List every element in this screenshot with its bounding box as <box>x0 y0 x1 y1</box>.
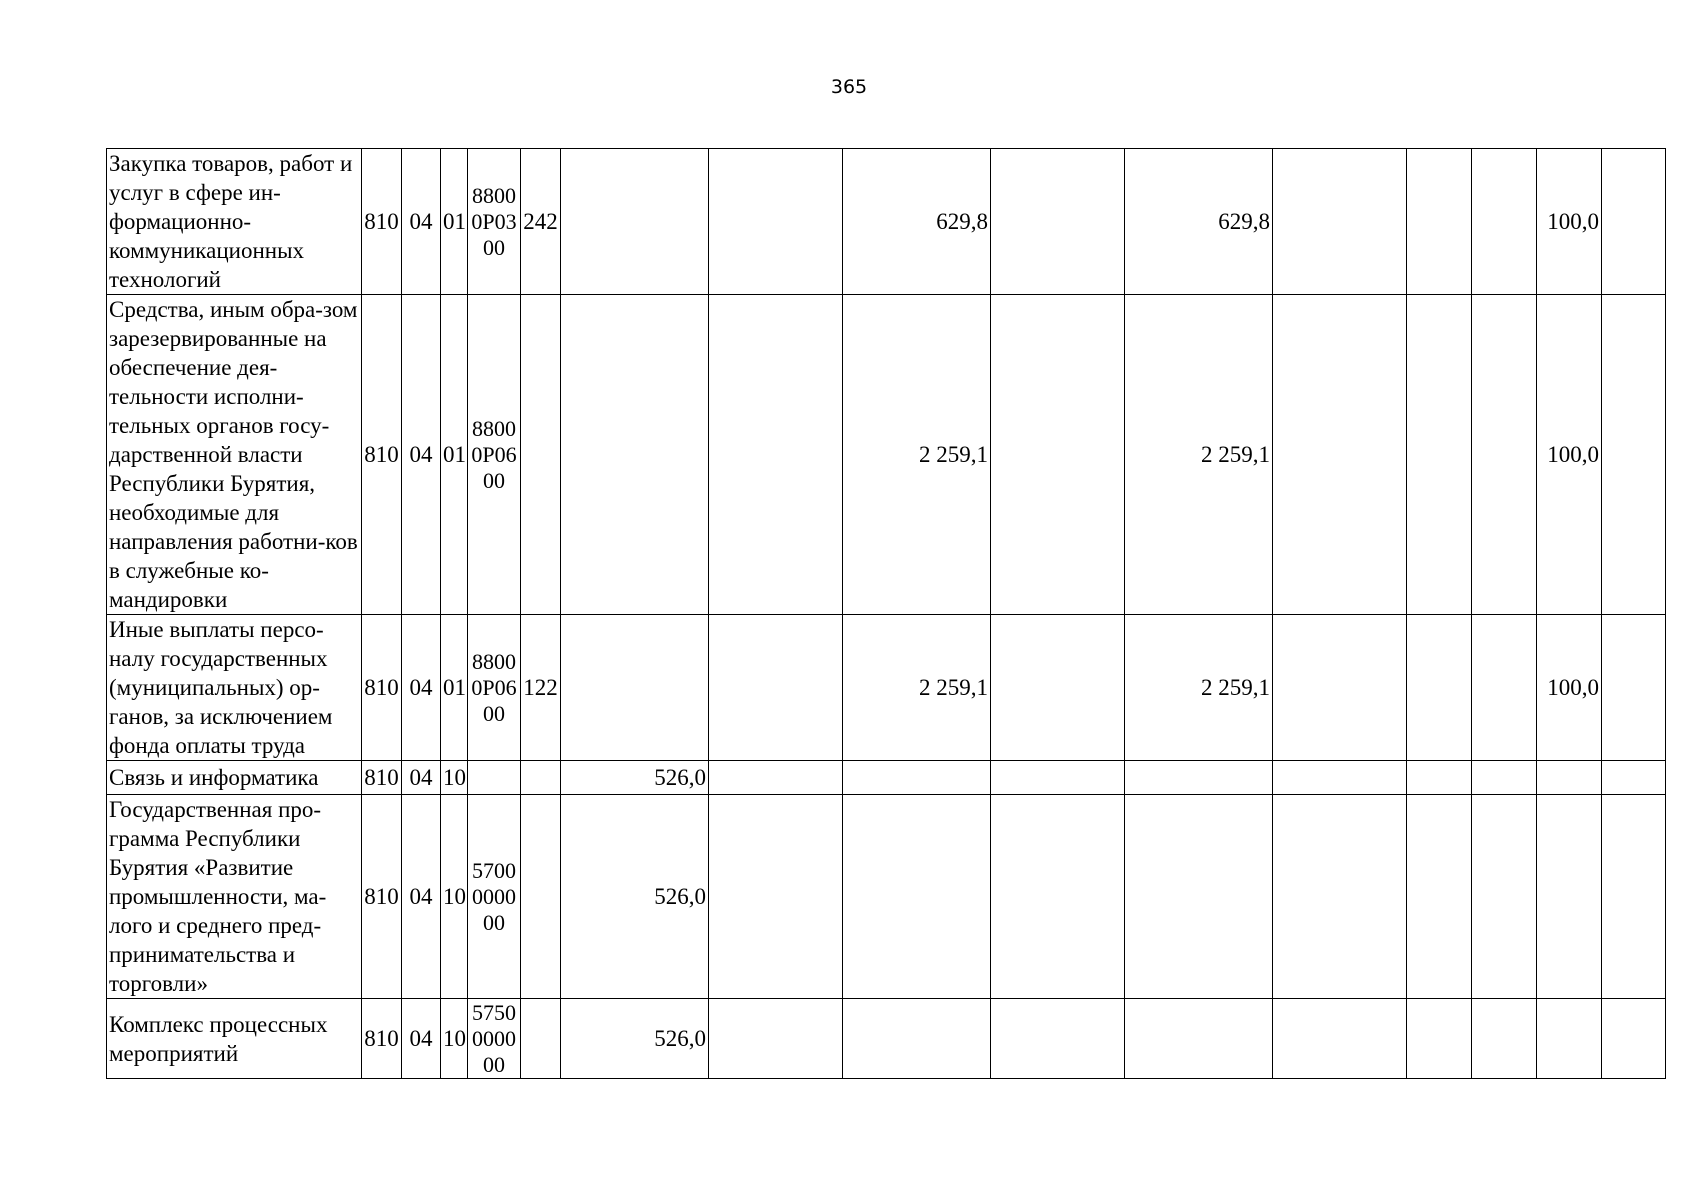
target-code <box>468 761 521 795</box>
pr-code: 01 <box>441 295 468 615</box>
value-cell <box>1407 149 1472 295</box>
gr-code: 810 <box>362 149 402 295</box>
vr-code <box>521 999 561 1079</box>
value-cell <box>709 761 843 795</box>
value-cell <box>991 149 1125 295</box>
value-cell <box>1407 295 1472 615</box>
table-row <box>107 149 1666 295</box>
gr-code: 810 <box>362 615 402 761</box>
value-cell <box>1407 795 1472 999</box>
value-cell <box>1273 795 1407 999</box>
value-cell <box>991 795 1125 999</box>
value-cell <box>843 999 991 1079</box>
value-cell <box>561 149 709 295</box>
row-name: Комплекс процессных мероприятий <box>107 999 362 1079</box>
target-code: 5750 0000 00 <box>468 999 521 1079</box>
value-cell <box>1273 295 1407 615</box>
rz-code: 04 <box>402 761 441 795</box>
rz-code: 04 <box>402 999 441 1079</box>
row-name: Государственная про-грамма Республики Бурятия «Развитие промышленности, ма-лого и среднего пред-принимательства и торговли» <box>107 795 362 999</box>
value-cell <box>1602 795 1666 999</box>
rz-code: 04 <box>402 615 441 761</box>
value-cell: 526,0 <box>561 761 709 795</box>
row-name: Средства, иным обра-зом зарезервированные на обеспечение дея-тельности исполни-тельных органов госу-дарственной власти Республики Бурятия, необходимые для направления работни-ков в служебные ко-мандировки <box>107 295 362 615</box>
vr-code <box>521 761 561 795</box>
value-cell: 526,0 <box>561 795 709 999</box>
table-row <box>107 295 1666 615</box>
table-row <box>107 761 1666 795</box>
value-cell <box>1472 295 1537 615</box>
row-name: Закупка товаров, работ и услуг в сфере ин-формационно-коммуникационных технологий <box>107 149 362 295</box>
value-cell <box>561 615 709 761</box>
budget-table <box>106 148 1666 1079</box>
value-cell <box>1472 999 1537 1079</box>
table-row <box>107 615 1666 761</box>
value-cell: 526,0 <box>561 999 709 1079</box>
value-cell <box>1602 149 1666 295</box>
value-cell: 629,8 <box>1125 149 1273 295</box>
value-cell <box>1407 761 1472 795</box>
value-cell <box>709 149 843 295</box>
rz-code: 04 <box>402 795 441 999</box>
gr-code: 810 <box>362 795 402 999</box>
rz-code: 04 <box>402 295 441 615</box>
target-code: 8800 0P03 00 <box>468 149 521 295</box>
value-cell <box>1602 615 1666 761</box>
value-cell <box>991 615 1125 761</box>
value-cell <box>1273 761 1407 795</box>
pr-code: 10 <box>441 761 468 795</box>
value-cell <box>709 795 843 999</box>
value-cell <box>843 761 991 795</box>
value-cell <box>1407 999 1472 1079</box>
value-cell <box>843 795 991 999</box>
percent-cell <box>1537 795 1602 999</box>
value-cell <box>561 295 709 615</box>
value-cell <box>1125 761 1273 795</box>
percent-cell <box>1537 999 1602 1079</box>
vr-code <box>521 295 561 615</box>
gr-code: 810 <box>362 999 402 1079</box>
value-cell <box>1472 149 1537 295</box>
value-cell: 2 259,1 <box>843 295 991 615</box>
value-cell <box>709 615 843 761</box>
value-cell <box>709 999 843 1079</box>
value-cell: 629,8 <box>843 149 991 295</box>
value-cell: 2 259,1 <box>843 615 991 761</box>
value-cell <box>1125 795 1273 999</box>
pr-code: 01 <box>441 149 468 295</box>
value-cell <box>1273 615 1407 761</box>
target-code: 8800 0P06 00 <box>468 295 521 615</box>
rz-code: 04 <box>402 149 441 295</box>
target-code: 8800 0P06 00 <box>468 615 521 761</box>
value-cell <box>1602 761 1666 795</box>
value-cell <box>991 295 1125 615</box>
value-cell <box>1472 795 1537 999</box>
value-cell <box>991 761 1125 795</box>
percent-cell: 100,0 <box>1537 615 1602 761</box>
value-cell <box>1602 999 1666 1079</box>
value-cell <box>1602 295 1666 615</box>
value-cell <box>1273 149 1407 295</box>
value-cell <box>1273 999 1407 1079</box>
table-row <box>107 999 1666 1079</box>
percent-cell: 100,0 <box>1537 295 1602 615</box>
value-cell: 2 259,1 <box>1125 615 1273 761</box>
pr-code: 01 <box>441 615 468 761</box>
gr-code: 810 <box>362 295 402 615</box>
pr-code: 10 <box>441 999 468 1079</box>
target-code: 5700 0000 00 <box>468 795 521 999</box>
value-cell <box>991 999 1125 1079</box>
value-cell <box>1407 615 1472 761</box>
vr-code: 242 <box>521 149 561 295</box>
percent-cell: 100,0 <box>1537 149 1602 295</box>
value-cell <box>1472 761 1537 795</box>
vr-code <box>521 795 561 999</box>
vr-code: 122 <box>521 615 561 761</box>
table-row <box>107 795 1666 999</box>
value-cell <box>1472 615 1537 761</box>
percent-cell <box>1537 761 1602 795</box>
row-name: Иные выплаты персо-налу государственных (муниципальных) ор-ганов, за исключением фонда оплаты труда <box>107 615 362 761</box>
pr-code: 10 <box>441 795 468 999</box>
row-name: Связь и информатика <box>107 761 362 795</box>
value-cell <box>1125 999 1273 1079</box>
gr-code: 810 <box>362 761 402 795</box>
value-cell <box>709 295 843 615</box>
value-cell: 2 259,1 <box>1125 295 1273 615</box>
page-number: 365 <box>830 76 868 98</box>
